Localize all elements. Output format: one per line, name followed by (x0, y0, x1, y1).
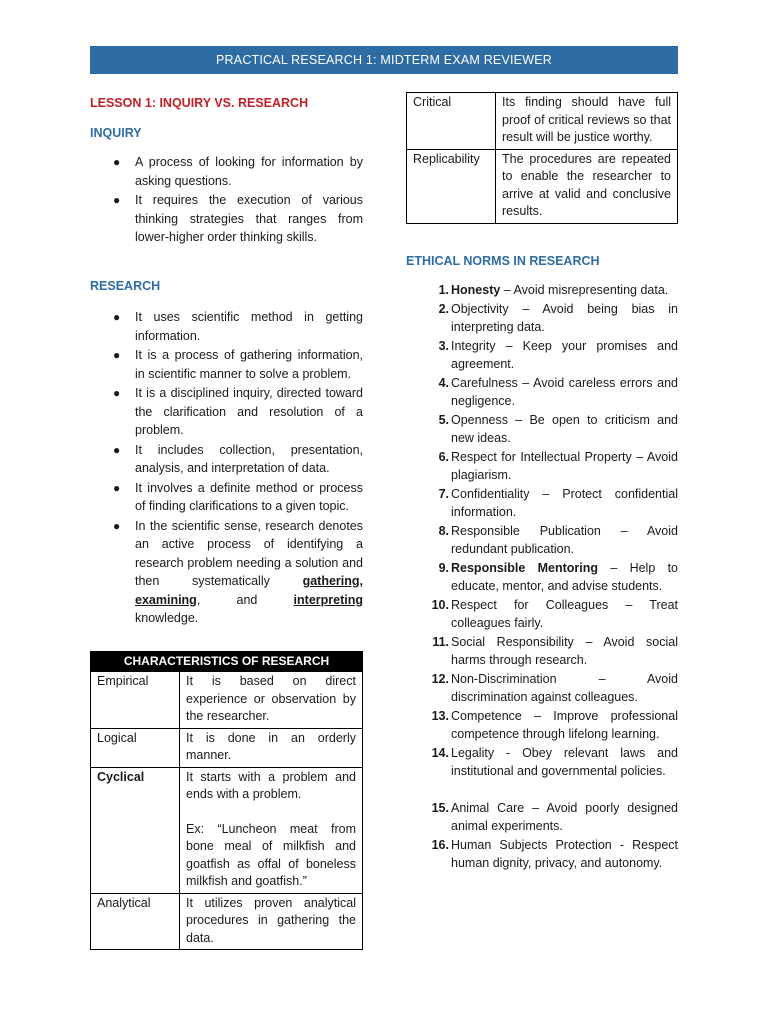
norm-term: Human Subjects Protection (451, 837, 612, 852)
list-item: ● It involves a definite method or process of finding clarifications to a given topic. (113, 480, 363, 513)
bullet-icon: ● (113, 193, 121, 207)
table-cell-term: Replicability (407, 149, 496, 223)
list-item (427, 799, 678, 836)
bullet-icon: ● (113, 386, 121, 400)
norm-description: – Help to educate, mentor, and advise students. (451, 560, 678, 593)
table-cell-desc: The procedures are repeated to enable the researcher to arrive at valid and conclusive results. (496, 149, 678, 223)
norm-description: – Protect confidential information. (451, 486, 678, 519)
norm-term: Openness (451, 412, 508, 427)
left-column (90, 94, 363, 950)
document-header (90, 46, 678, 74)
item-number: 7. (438, 486, 449, 501)
list-item (427, 374, 678, 411)
table-cell-term: Analytical (91, 893, 180, 950)
list-item (427, 744, 678, 781)
item-number: 11. (432, 634, 449, 649)
item-number: 5. (438, 412, 449, 427)
bullet-icon: ● (113, 310, 121, 324)
table-row (407, 93, 678, 150)
list-item: ● It is a process of gathering information, in scientific manner to solve a problem. (113, 348, 363, 381)
list-item: ● It requires the execution of various thinking strategies that ranges from lower-higher order thinking skills. (113, 193, 363, 244)
keyword-interpreting: interpreting (293, 592, 363, 607)
table-row (91, 728, 363, 767)
item-number: 4. (438, 375, 449, 390)
cell-text: It starts with a problem and ends with a problem. (186, 769, 356, 801)
right-column (406, 92, 678, 873)
item-number: 14. (431, 745, 449, 760)
norm-term: Confidentiality (451, 486, 530, 501)
list-item: ● A process of looking for information by asking questions. (113, 155, 363, 188)
table-row (91, 893, 363, 950)
keyword-examining: examining (135, 592, 197, 607)
norm-term: Carefulness (451, 375, 518, 390)
table-cell-term: Cyclical (91, 767, 180, 893)
list-item (427, 633, 678, 670)
norm-description: – Avoid plagiarism. (451, 449, 678, 482)
table-cell-desc: It is based on direct experience or observation by the researcher. (180, 672, 363, 729)
norm-description: – Avoid poorly designed animal experiments. (451, 800, 679, 833)
table-cell-term: Critical (407, 93, 496, 150)
item-number: 8. (438, 523, 449, 538)
list-item: ● It is a disciplined inquiry, directed toward the clarification and resolution of a problem. (113, 386, 363, 437)
norm-description: – Avoid being bias in interpreting data. (451, 301, 678, 334)
list-item (427, 670, 678, 707)
list-item (427, 596, 678, 633)
norm-term: Non-Discrimination (451, 671, 557, 686)
table-cell-desc: Its finding should have full proof of critical reviews so that result will be justice worthy. (496, 93, 678, 150)
list-item: ● In the scientific sense, research denotes an active process of identifying a research problem needing a solution and then systematically gathering, examining, and interpreting knowledge. (113, 518, 363, 625)
inquiry-list (110, 153, 363, 247)
norm-term: Integrity (451, 338, 496, 353)
norm-term: Legality (451, 745, 495, 760)
norm-description: – Avoid redundant publication. (451, 523, 678, 556)
item-number: 10. (431, 597, 449, 612)
bullet-icon: ● (113, 480, 121, 495)
norm-description: – Avoid social harms through research. (451, 634, 678, 667)
item-number: 15. (431, 800, 449, 815)
norm-description: – Keep your promises and agreement. (451, 338, 678, 371)
research-heading: RESEARCH (90, 278, 161, 293)
bullet-icon: ● (113, 518, 121, 533)
table-cell-desc: It is done in an orderly manner. (180, 728, 363, 767)
item-number: 1. (438, 283, 449, 297)
lesson-title: LESSON 1: INQUIRY VS. RESEARCH (90, 96, 309, 110)
list-item (427, 411, 678, 448)
list-item: ● It uses scientific method in getting information. (113, 310, 363, 343)
research-list (110, 308, 363, 628)
item-number: 6. (438, 449, 449, 464)
characteristics-table-continued (406, 92, 678, 224)
norm-term: Animal Care (451, 800, 525, 815)
norm-term: Competence (451, 708, 522, 723)
cell-example: Ex: “Luncheon meat from bone meal of milkfish and goatfish as offal of boneless milkfish and goatfish.” (186, 821, 356, 888)
bullet-icon: ● (113, 348, 121, 362)
characteristics-table (90, 651, 363, 951)
characteristics-heading: CHARACTERISTICS OF RESEARCH (91, 651, 363, 672)
norm-term: Honesty (451, 283, 501, 297)
document-title: PRACTICAL RESEARCH 1: MIDTERM EXAM REVIEWER (216, 53, 552, 67)
norm-description: – Treat colleagues fairly. (451, 597, 678, 630)
inquiry-heading: INQUIRY (90, 125, 142, 140)
list-item: ● It includes collection, presentation, analysis, and interpretation of data. (113, 442, 363, 475)
keyword-gathering: gathering, (302, 574, 363, 588)
norm-term: Responsible Mentoring (451, 560, 599, 575)
norm-description: – Improve professional competence through lifelong learning. (451, 708, 678, 741)
norm-term: Respect for Intellectual Property (451, 449, 632, 464)
table-cell-term: Empirical (91, 672, 180, 729)
item-number: 3. (438, 338, 449, 353)
norm-description: – Avoid discrimination against colleagues. (451, 671, 678, 704)
list-item (427, 448, 678, 485)
ethics-heading: ETHICAL NORMS IN RESEARCH (406, 253, 600, 268)
table-cell-desc: It utilizes proven analytical procedures in gathering the data. (180, 893, 363, 950)
list-item (427, 522, 678, 559)
bullet-icon: ● (113, 155, 121, 169)
norm-description: - Obey relevant laws and institutional and governmental policies. (451, 745, 678, 778)
table-row (91, 767, 363, 893)
norm-description: - Respect human dignity, privacy, and autonomy. (451, 837, 678, 870)
norm-description: – Avoid misrepresenting data. (500, 283, 669, 297)
item-number: 12. (431, 671, 449, 686)
list-item (427, 337, 678, 374)
item-number: 13. (431, 708, 449, 723)
table-cell-desc (180, 767, 363, 893)
list-item (427, 281, 678, 300)
list-item (427, 836, 678, 873)
item-number: 16. (431, 837, 449, 852)
norm-term: Responsible Publication (451, 523, 601, 538)
list-item (427, 485, 678, 522)
list-item (427, 707, 678, 744)
table-cell-term: Logical (91, 728, 180, 767)
bullet-icon: ● (113, 442, 121, 457)
item-number: 9. (438, 560, 449, 575)
table-row (407, 149, 678, 223)
norm-term: Respect for Colleagues (451, 597, 609, 612)
norm-term: Objectivity (451, 301, 509, 316)
item-number: 2. (438, 301, 449, 316)
list-item (427, 559, 678, 596)
norm-description: – Avoid careless errors and negligence. (451, 375, 678, 408)
ethics-list (427, 281, 678, 873)
norm-term: Social Responsibility (451, 634, 574, 649)
table-row (91, 672, 363, 729)
list-item (427, 300, 678, 337)
norm-description: – Be open to criticism and new ideas. (451, 412, 678, 445)
